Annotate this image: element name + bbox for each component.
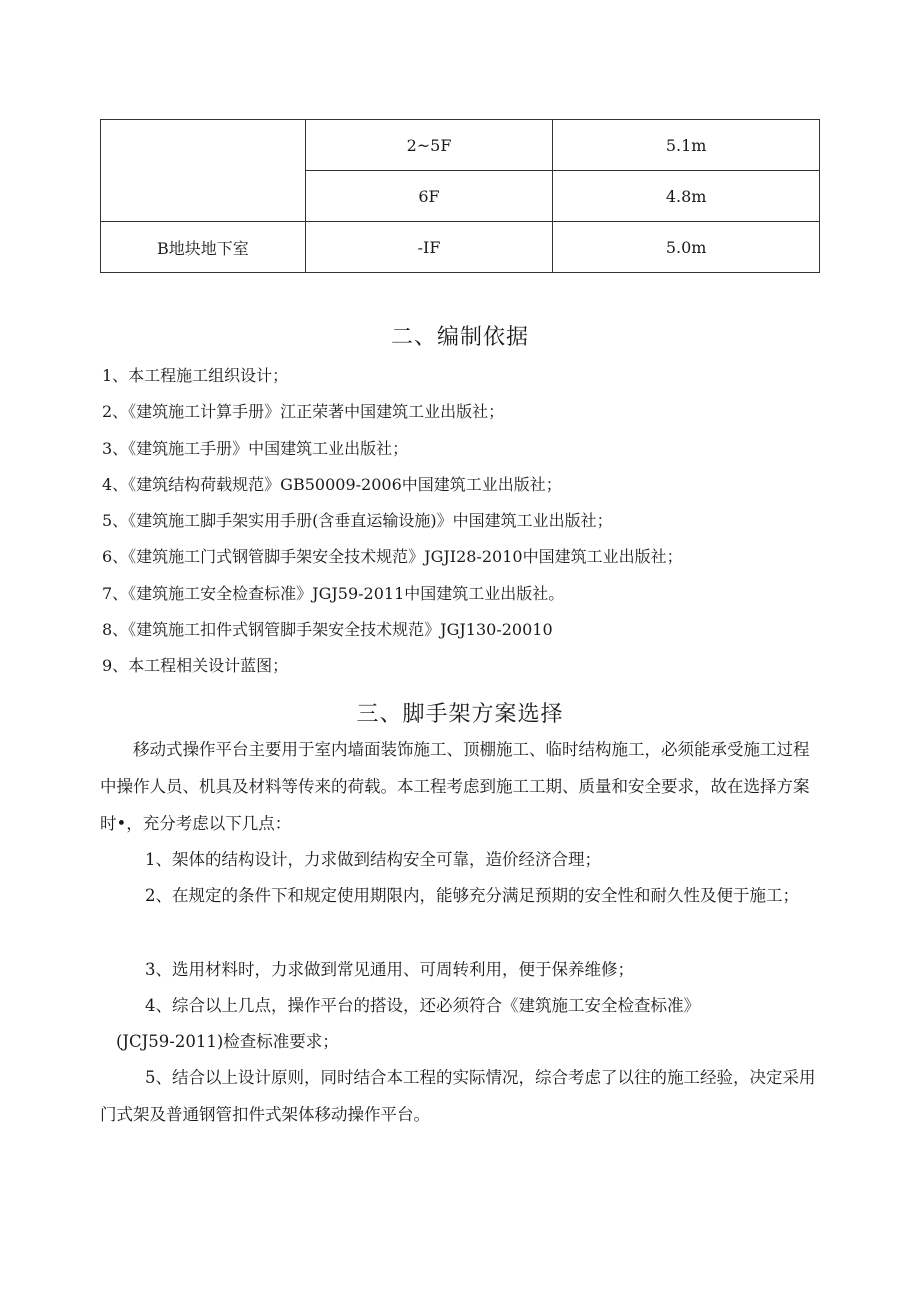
table-cell-floor: 6F: [305, 171, 553, 222]
table-cell-floor: -IF: [305, 222, 553, 273]
intro-paragraph: 移动式操作平台主要用于室内墙面装饰施工、顶棚施工、临时结构施工，必须能承受施工过程中操作人员、机具及材料等传来的荷载。本工程考虑到施工工期、质量和安全要求，故在选择方案时•，充分考虑以下几点：: [100, 740, 810, 833]
table-row: [101, 120, 820, 171]
table-cell-location: [101, 120, 306, 222]
list-item: 7、《建筑施工安全检查标准》JGJ59-2011中国建筑工业出版社。: [102, 583, 565, 603]
paragraph-point-1: 1、架体的结构设计，力求做到结构安全可靠，造价经济合理；: [145, 850, 601, 869]
table-cell-height: 4.8m: [553, 171, 820, 222]
paragraph-point-2: 2、在规定的条件下和规定使用期限内，能够充分满足预期的安全性和耐久性及便于施工；: [145, 886, 799, 905]
table-cell-floor: 2~5F: [305, 120, 553, 171]
list-item: 3、《建筑施工手册》中国建筑工业出版社；: [102, 438, 409, 458]
reference-list: [102, 358, 822, 685]
section-title-scaffold-plan: 三、脚手架方案选择: [356, 702, 564, 727]
list-item: 6、《建筑施工门式钢管脚手架安全技术规范》JGJI28-2010中国建筑工业出版社；: [102, 547, 683, 567]
list-item: 4、《建筑结构荷载规范》GB50009-2006中国建筑工业出版社；: [102, 474, 562, 494]
table-cell-height: 5.0m: [553, 222, 820, 273]
table-cell-height: 5.1m: [553, 120, 820, 171]
list-item: 1、本工程施工组织设计；: [102, 366, 289, 385]
table-cell-location: B地块地下室: [101, 222, 306, 273]
list-item: 8、《建筑施工扣件式钢管脚手架安全技术规范》JGJ130-20010: [102, 620, 553, 640]
paragraph-point-4: 4、综合以上几点，操作平台的搭设，还必须符合《建筑施工安全检查标准》: [145, 996, 700, 1015]
table-row: [101, 222, 820, 273]
list-item: 2、《建筑施工计算手册》江正荣著中国建筑工业出版社；: [102, 402, 505, 422]
section-title-compilation-basis: 二、编制依据: [390, 325, 529, 350]
paragraph-point-5: 5、结合以上设计原则，同时结合本工程的实际情况，综合考虑了以往的施工经验，决定采用门式架及普通钢管扣件式架体移动操作平台。: [100, 1068, 816, 1124]
paragraph-point-4-cont: (JCJ59-2011)检查标准要求；: [116, 1032, 339, 1051]
paragraph-point-3: 3、选用材料时，力求做到常见通用、可周转利用，便于保养维修；: [145, 960, 634, 979]
list-item: 5、《建筑施工脚手架实用手册(含垂直运输设施)》中国建筑工业出版社；: [102, 511, 613, 531]
list-item: 9、本工程相关设计蓝图；: [102, 656, 289, 676]
floor-height-table: [100, 119, 820, 273]
